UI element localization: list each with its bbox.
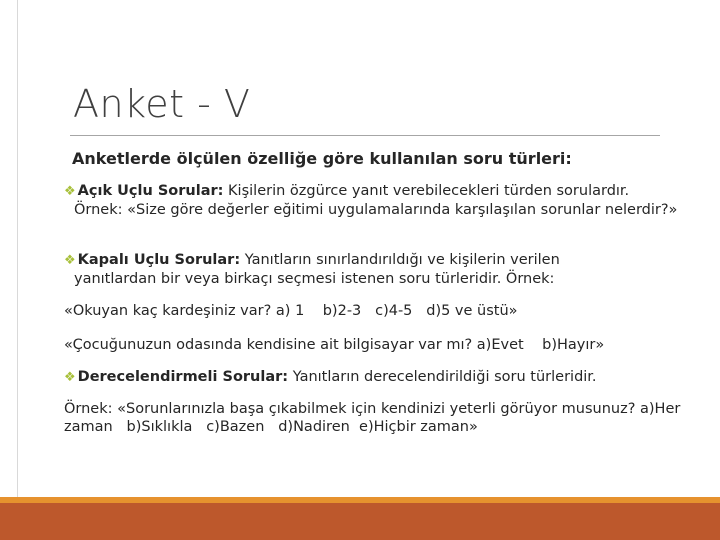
example-computer: «Çocuğunuzun odasında kendisine ait bilgisayar var mı? a)Evet b)Hayır»	[64, 337, 605, 353]
slide-subtitle: Anketlerde ölçülen özelliğe göre kullanılan soru türleri:	[72, 149, 572, 168]
bullet-open-ended	[64, 182, 684, 219]
slide-title: Anket - V	[73, 82, 251, 126]
bullet-text: Yanıtların derecelendirildiği soru türleridir.	[288, 369, 597, 385]
bullet-term: Derecelendirmeli Sorular:	[77, 369, 289, 385]
title-underline	[70, 135, 660, 136]
bullet-term: Kapalı Uçlu Sorular:	[77, 252, 241, 268]
diamond-bullet-icon: ❖	[64, 184, 76, 199]
bullet-text: Yanıtların sınırlandırıldığı ve kişilerin verilen	[240, 252, 560, 268]
bullet-continuation: Örnek: «Size göre değerler eğitimi uygulamalarında karşılaşılan sorunlar nelerdir?»	[74, 202, 678, 218]
diamond-bullet-icon: ❖	[64, 253, 76, 268]
bullet-term: Açık Uçlu Sorular:	[77, 183, 224, 199]
diamond-bullet-icon: ❖	[64, 370, 76, 385]
left-border-line	[17, 0, 18, 500]
example-siblings: «Okuyan kaç kardeşiniz var? a) 1 b)2-3 c)4-5 d)5 ve üstü»	[64, 303, 518, 319]
bullet-text: Kişilerin özgürce yanıt verebilecekleri türden sorulardır.	[223, 183, 630, 199]
footer-bar	[0, 503, 720, 540]
bullet-closed-ended	[64, 251, 684, 288]
example-coping: Örnek: «Sorunlarınızla başa çıkabilmek için kendinizi yeterli görüyor musunuz? a)Her zaman b)Sıklıkla c)Bazen d)Nadiren e)Hiçbir zaman»	[64, 401, 685, 435]
bullet-continuation: yanıtlardan bir veya birkaçı seçmesi istenen soru türleridir. Örnek:	[74, 271, 555, 287]
bullet-rating	[64, 368, 684, 387]
